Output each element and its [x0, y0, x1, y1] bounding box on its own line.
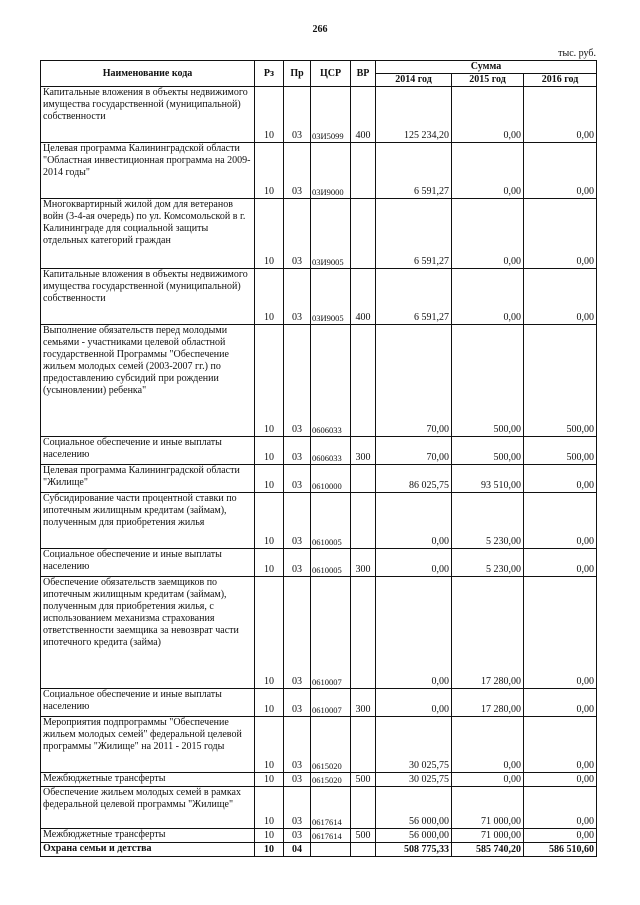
row-csr: 0606033: [311, 437, 351, 465]
row-vr: 400: [351, 87, 376, 143]
row-pr: 03: [284, 493, 311, 549]
header-csr: ЦСР: [311, 61, 351, 87]
row-name: Выполнение обязательств перед молодыми семьями - участниками целевой областной государственной Программы "Обеспечение жильем молодых семей (2003-2007 гг.) по предоставлению субсидий при рождении (усыновлении) ребенка": [41, 325, 255, 437]
row-rz: 10: [255, 717, 284, 773]
row-name: Капитальные вложения в объекты недвижимого имущества государственной (муниципальной) собственности: [41, 269, 255, 325]
row-2014: 70,00: [376, 325, 452, 437]
row-rz: 10: [255, 577, 284, 689]
row-name: Целевая программа Калининградской области "Жилище": [41, 465, 255, 493]
row-2016: 500,00: [524, 325, 597, 437]
header-sum: Сумма: [376, 61, 597, 74]
row-rz: 10: [255, 325, 284, 437]
table-row: [41, 717, 597, 773]
row-name: Многоквартирный жилой дом для ветеранов войн (3-4-ая очередь) по ул. Комсомольской в г. Калининграде для социальной защиты отдельных категорий граждан: [41, 199, 255, 269]
row-pr: 03: [284, 87, 311, 143]
header-rz: Рз: [255, 61, 284, 87]
header-2015: 2015 год: [452, 74, 524, 87]
row-csr: 0617614: [311, 787, 351, 829]
row-2015: 17 280,00: [452, 577, 524, 689]
row-name: Субсидирование части процентной ставки по ипотечным жилищным кредитам (займам), полученным для приобретения жилья: [41, 493, 255, 549]
row-2015: 0,00: [452, 773, 524, 787]
header-vr: ВР: [351, 61, 376, 87]
row-name: Межбюджетные трансферты: [41, 829, 255, 843]
table-row: [41, 549, 597, 577]
row-vr: [351, 787, 376, 829]
row-name: Мероприятия подпрограммы "Обеспечение жильем молодых семей" федеральной целевой программы "Жилище" на 2011 - 2015 годы: [41, 717, 255, 773]
row-2015: 585 740,20: [452, 843, 524, 857]
row-2014: 56 000,00: [376, 829, 452, 843]
header-2014: 2014 год: [376, 74, 452, 87]
row-pr: 03: [284, 717, 311, 773]
row-csr: 0610000: [311, 465, 351, 493]
row-vr: 300: [351, 689, 376, 717]
row-pr: 03: [284, 689, 311, 717]
table-body: [41, 87, 597, 857]
row-csr: 0610007: [311, 577, 351, 689]
row-2014: 508 775,33: [376, 843, 452, 857]
table-row: [41, 143, 597, 199]
row-pr: 03: [284, 829, 311, 843]
budget-table: [40, 60, 597, 857]
row-2016: 500,00: [524, 437, 597, 465]
row-2014: 0,00: [376, 549, 452, 577]
row-csr: 0617614: [311, 829, 351, 843]
row-pr: 03: [284, 143, 311, 199]
row-2015: 71 000,00: [452, 829, 524, 843]
row-2016: 0,00: [524, 269, 597, 325]
row-vr: 300: [351, 549, 376, 577]
row-vr: [351, 199, 376, 269]
row-2014: 56 000,00: [376, 787, 452, 829]
row-csr: 0610005: [311, 549, 351, 577]
row-vr: [351, 143, 376, 199]
row-2014: 6 591,27: [376, 143, 452, 199]
row-rz: 10: [255, 143, 284, 199]
row-rz: 10: [255, 689, 284, 717]
row-csr: 03И5099: [311, 87, 351, 143]
table-row: [41, 325, 597, 437]
table-row: [41, 269, 597, 325]
units-label: тыс. руб.: [558, 48, 596, 59]
row-pr: 03: [284, 465, 311, 493]
row-2016: 0,00: [524, 787, 597, 829]
row-name: Охрана семьи и детства: [41, 843, 255, 857]
row-2016: 0,00: [524, 493, 597, 549]
page-number: 266: [312, 24, 328, 35]
row-pr: 03: [284, 773, 311, 787]
row-2016: 586 510,60: [524, 843, 597, 857]
row-name: Социальное обеспечение и иные выплаты населению: [41, 437, 255, 465]
row-2014: 86 025,75: [376, 465, 452, 493]
row-pr: 03: [284, 437, 311, 465]
row-pr: 03: [284, 787, 311, 829]
row-2014: 30 025,75: [376, 717, 452, 773]
row-2015: 0,00: [452, 269, 524, 325]
row-2016: 0,00: [524, 143, 597, 199]
row-2016: 0,00: [524, 829, 597, 843]
table-row: [41, 773, 597, 787]
row-2014: 70,00: [376, 437, 452, 465]
row-vr: 500: [351, 829, 376, 843]
row-csr: [311, 843, 351, 857]
row-csr: 0610005: [311, 493, 351, 549]
row-pr: 03: [284, 199, 311, 269]
row-2016: 0,00: [524, 773, 597, 787]
row-pr: 03: [284, 549, 311, 577]
table-row: [41, 689, 597, 717]
row-vr: [351, 493, 376, 549]
row-2016: 0,00: [524, 577, 597, 689]
row-2015: 0,00: [452, 87, 524, 143]
row-2015: 500,00: [452, 325, 524, 437]
row-vr: 400: [351, 269, 376, 325]
table-row: [41, 437, 597, 465]
row-2016: 0,00: [524, 87, 597, 143]
row-2015: 5 230,00: [452, 549, 524, 577]
row-vr: [351, 577, 376, 689]
row-csr: 0615020: [311, 773, 351, 787]
row-vr: [351, 717, 376, 773]
row-pr: 03: [284, 325, 311, 437]
header-name: Наименование кода: [41, 61, 255, 87]
row-2015: 0,00: [452, 143, 524, 199]
table-row: [41, 787, 597, 829]
row-csr: 03И9005: [311, 269, 351, 325]
table-row: [41, 87, 597, 143]
row-name: Капитальные вложения в объекты недвижимого имущества государственной (муниципальной) собственности: [41, 87, 255, 143]
row-2014: 6 591,27: [376, 269, 452, 325]
row-2014: 6 591,27: [376, 199, 452, 269]
row-2016: 0,00: [524, 717, 597, 773]
row-rz: 10: [255, 549, 284, 577]
row-rz: 10: [255, 787, 284, 829]
row-pr: 04: [284, 843, 311, 857]
row-vr: [351, 843, 376, 857]
row-2014: 125 234,20: [376, 87, 452, 143]
row-rz: 10: [255, 465, 284, 493]
row-2015: 5 230,00: [452, 493, 524, 549]
row-name: Обеспечение обязательств заемщиков по ипотечным жилищным кредитам (займам), полученным для приобретения жилья, с использованием механизма страхования ответственности заемщика за невозврат части ипотечного кредита (займа): [41, 577, 255, 689]
row-rz: 10: [255, 843, 284, 857]
row-2015: 17 280,00: [452, 689, 524, 717]
row-csr: 0610007: [311, 689, 351, 717]
row-vr: [351, 465, 376, 493]
table-row: [41, 829, 597, 843]
row-name: Социальное обеспечение и иные выплаты населению: [41, 549, 255, 577]
row-2014: 0,00: [376, 493, 452, 549]
row-2016: 0,00: [524, 549, 597, 577]
row-vr: 500: [351, 773, 376, 787]
row-2015: 71 000,00: [452, 787, 524, 829]
row-name: Межбюджетные трансферты: [41, 773, 255, 787]
header-2016: 2016 год: [524, 74, 597, 87]
row-rz: 10: [255, 199, 284, 269]
table-row: [41, 577, 597, 689]
table-row: [41, 465, 597, 493]
header-pr: Пр: [284, 61, 311, 87]
row-2016: 0,00: [524, 465, 597, 493]
row-2014: 0,00: [376, 689, 452, 717]
row-vr: 300: [351, 437, 376, 465]
table-row: [41, 199, 597, 269]
row-2016: 0,00: [524, 689, 597, 717]
row-2014: 30 025,75: [376, 773, 452, 787]
row-2015: 93 510,00: [452, 465, 524, 493]
row-2014: 0,00: [376, 577, 452, 689]
row-2015: 0,00: [452, 199, 524, 269]
row-csr: 0606033: [311, 325, 351, 437]
row-name: Обеспечение жильем молодых семей в рамках федеральной целевой программы "Жилище": [41, 787, 255, 829]
row-rz: 10: [255, 269, 284, 325]
header-row: [41, 61, 597, 74]
row-name: Социальное обеспечение и иные выплаты населению: [41, 689, 255, 717]
table-row: [41, 493, 597, 549]
row-rz: 10: [255, 493, 284, 549]
row-2016: 0,00: [524, 199, 597, 269]
row-rz: 10: [255, 87, 284, 143]
row-rz: 10: [255, 773, 284, 787]
row-csr: 03И9000: [311, 143, 351, 199]
row-2015: 0,00: [452, 717, 524, 773]
row-csr: 03И9005: [311, 199, 351, 269]
row-name: Целевая программа Калининградской области "Областная инвестиционная программа на 2009-2014 годы": [41, 143, 255, 199]
table-row: [41, 843, 597, 857]
row-rz: 10: [255, 829, 284, 843]
row-csr: 0615020: [311, 717, 351, 773]
row-rz: 10: [255, 437, 284, 465]
row-2015: 500,00: [452, 437, 524, 465]
row-vr: [351, 325, 376, 437]
row-pr: 03: [284, 577, 311, 689]
row-pr: 03: [284, 269, 311, 325]
